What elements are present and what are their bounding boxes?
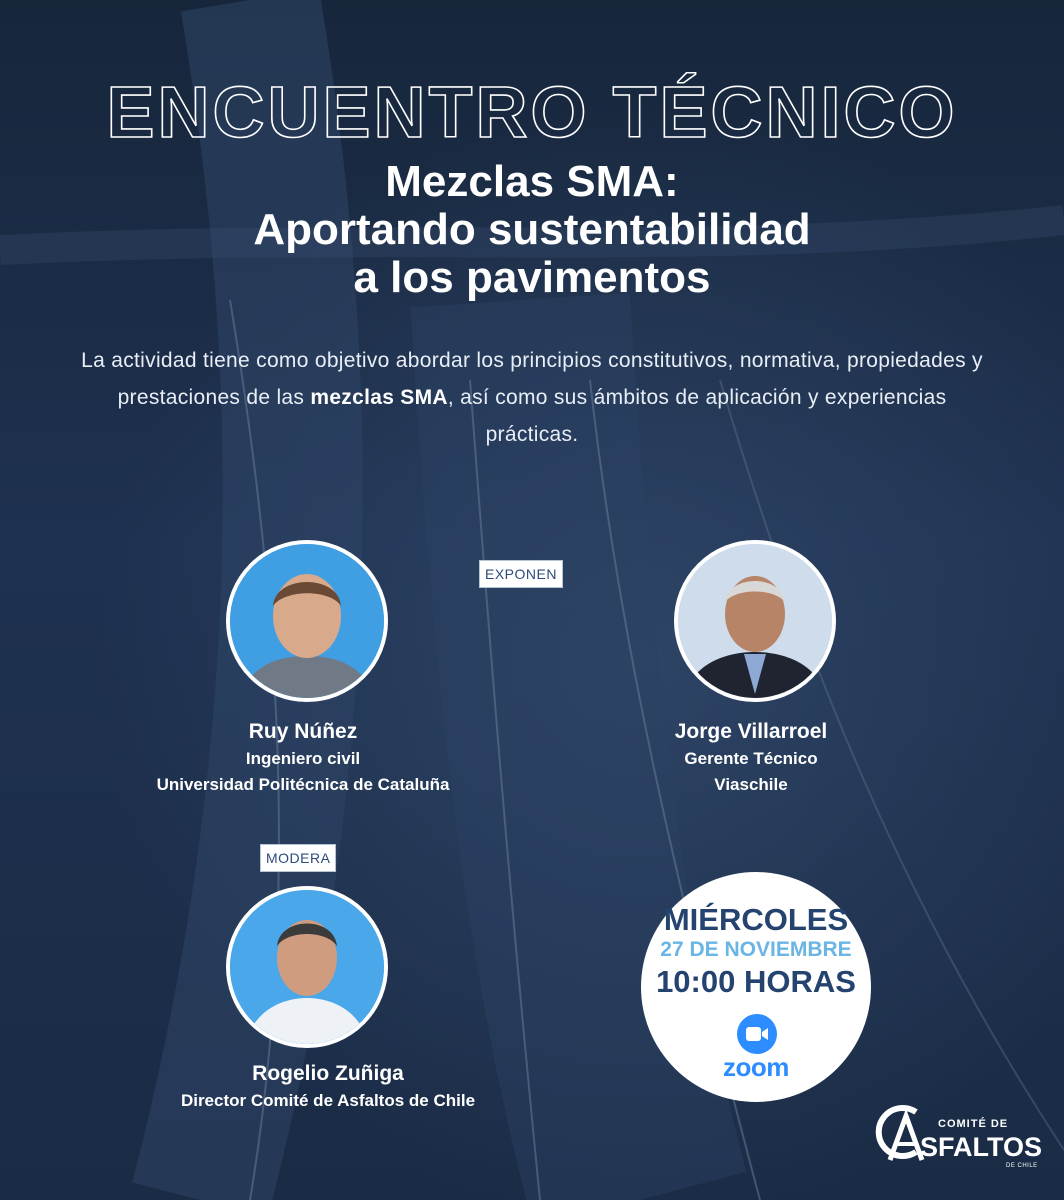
speaker-2-role: Gerente Técnico	[684, 749, 818, 768]
title-line-2: Aportando sustentabilidad	[253, 205, 811, 254]
moderator-tag: MODERA	[260, 844, 336, 872]
speaker-2-name: Jorge Villarroel	[674, 720, 828, 743]
zoom-camera-icon	[737, 1014, 777, 1054]
description-part-1: La actividad tiene como objetivo abordar los principios constitutivos, normativa, propiedades y prestaciones de las	[81, 349, 983, 409]
comite-asfaltos-logo	[868, 1094, 1044, 1174]
speaker-1-role: Ingeniero civil	[245, 749, 361, 768]
speaker-1-photo	[226, 540, 388, 702]
speaker-2-photo	[674, 540, 836, 702]
moderator-avatar-icon	[230, 890, 384, 1044]
logo-sub-text: DE CHILE	[1006, 1163, 1038, 1169]
logo-top-text: COMITÉ DE	[938, 1118, 1009, 1130]
title-line-3: a los pavimentos	[353, 253, 711, 302]
event-day: MIÉRCOLES	[663, 902, 849, 937]
moderator-photo	[226, 886, 388, 1048]
event-title	[0, 158, 1064, 302]
zoom-label: zoom	[723, 1052, 789, 1082]
event-description	[80, 342, 984, 453]
event-time: 10:00 HORAS	[656, 964, 856, 999]
speaker-1-org: Universidad Politécnica de Cataluña	[156, 775, 450, 794]
speaker-2-org: Viaschile	[714, 775, 788, 794]
moderator-role: Director Comité de Asfaltos de Chile	[180, 1091, 476, 1110]
moderator-name: Rogelio Zuñiga	[252, 1062, 404, 1085]
event-date: 27 DE NOVIEMBRE	[660, 938, 852, 961]
moderator-card	[120, 1060, 536, 1114]
description-bold: mezclas SMA	[310, 386, 448, 409]
description-part-2: , así como sus ámbitos de aplicación y experiencias prácticas.	[447, 386, 947, 446]
speaker-1-name: Ruy Núñez	[248, 720, 358, 743]
speakers-tag: EXPONEN	[479, 560, 563, 588]
event-date-circle	[641, 872, 871, 1102]
logo-main-text: SFALTOS	[920, 1132, 1043, 1162]
logo-mark-icon	[868, 1094, 928, 1174]
speaker-2-avatar-icon	[678, 544, 832, 698]
speaker-2-card	[590, 718, 912, 798]
event-kicker: ENCUENTRO TÉCNICO	[106, 73, 958, 153]
speaker-1-card	[120, 718, 486, 798]
title-line-1: Mezclas SMA:	[385, 157, 679, 206]
speaker-1-avatar-icon	[230, 544, 384, 698]
